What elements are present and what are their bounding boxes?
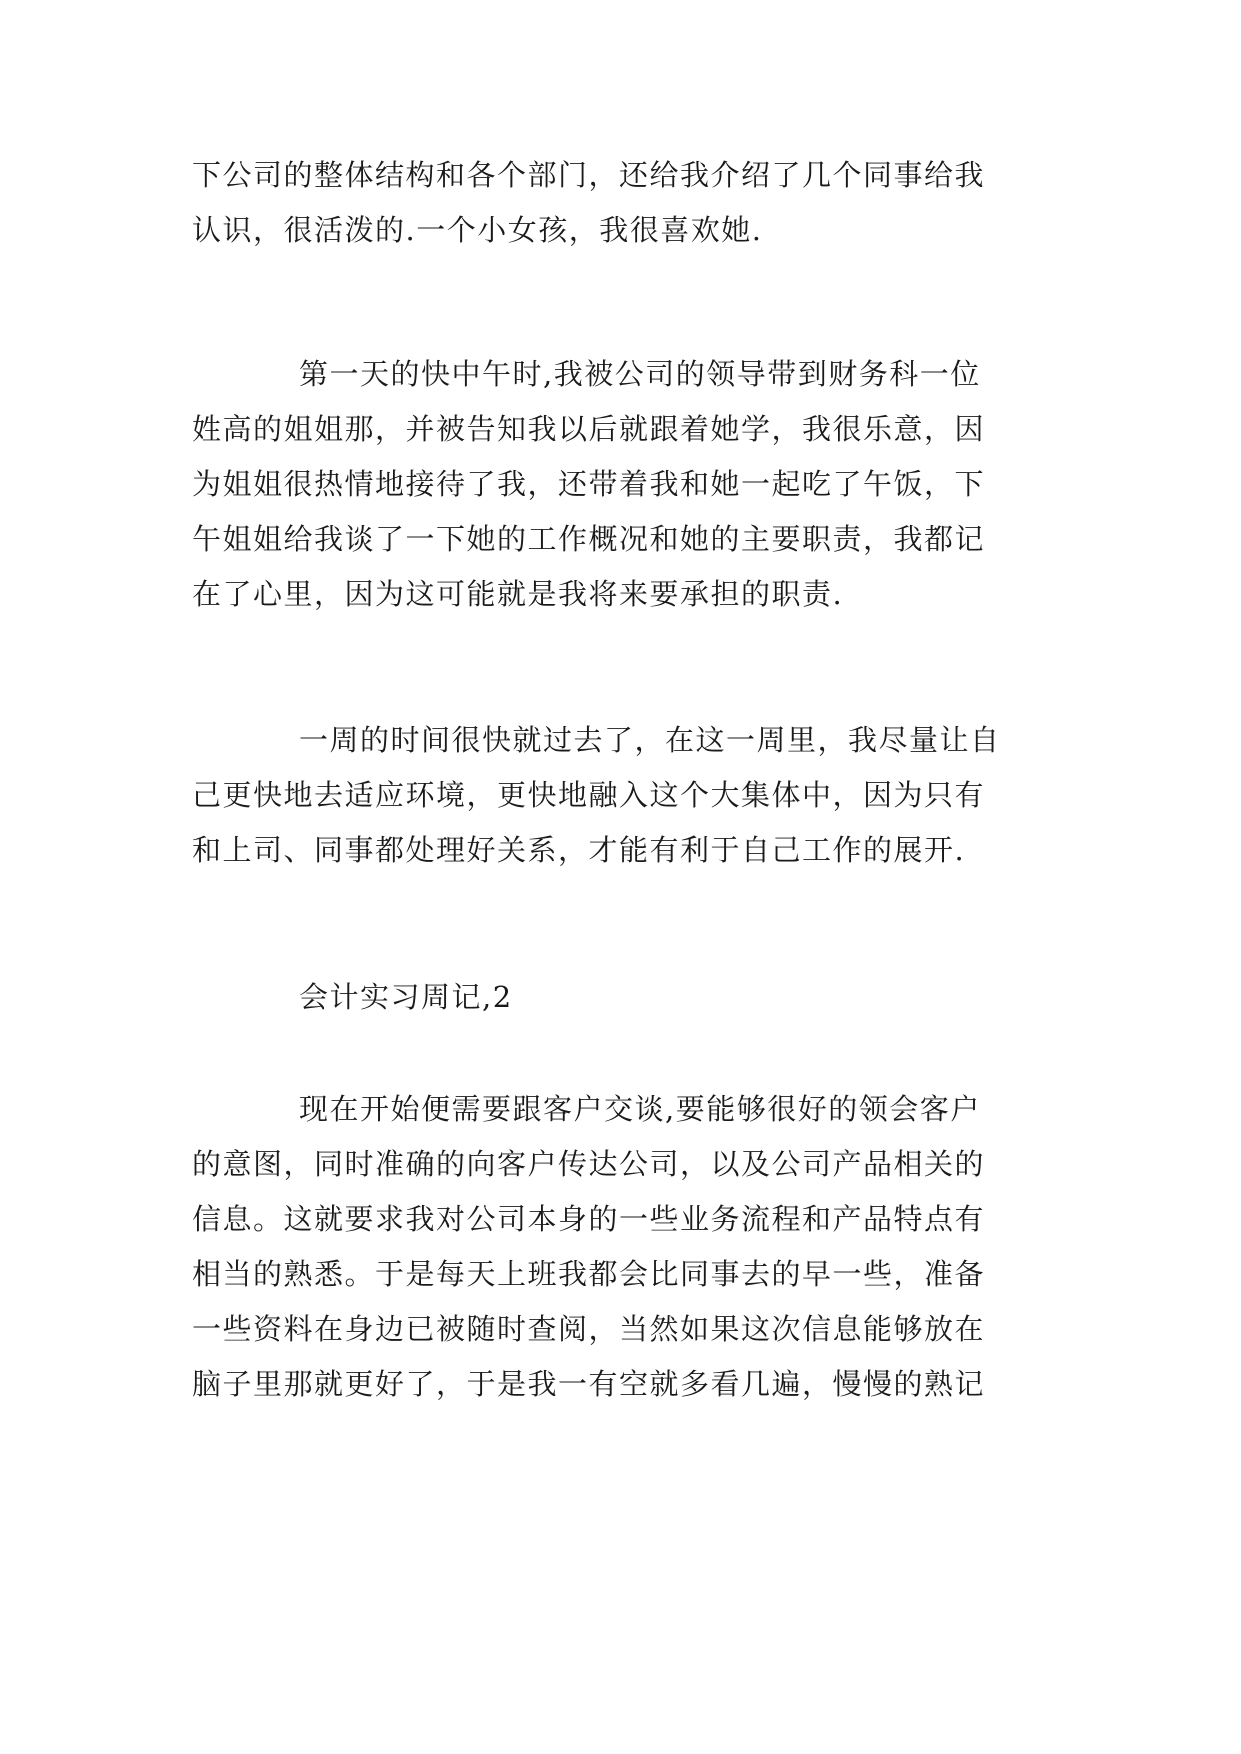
- paragraph-2: [192, 347, 1052, 622]
- text-line: 的意图，同时准确的向客户传达公司，以及公司产品相关的: [192, 1147, 986, 1181]
- text-line: 一些资料在身边已被随时查阅，当然如果这次信息能够放在: [192, 1312, 986, 1346]
- text-line: 下公司的整体结构和各个部门，还给我介绍了几个同事给我: [192, 158, 986, 192]
- text-line: 为姐姐很热情地接待了我，还带着我和她一起吃了午饭，下: [192, 467, 986, 501]
- text-line-indented: 第一天的快中午时,我被公司的领导带到财务科一位: [299, 357, 981, 391]
- text-line: 认识，很活泼的.一个小女孩，我很喜欢她.: [192, 213, 763, 247]
- paragraph-4: [192, 1082, 1052, 1412]
- text-line: 相当的熟悉。于是每天上班我都会比同事去的早一些，准备: [192, 1257, 986, 1291]
- paragraph-1: [192, 148, 1052, 258]
- text-line-indented: 一周的时间很快就过去了，在这一周里，我尽量让自: [299, 723, 1001, 757]
- text-line: 和上司、同事都处理好关系，才能有利于自己工作的展开.: [192, 833, 966, 867]
- text-line: 脑子里那就更好了，于是我一有空就多看几遍，慢慢的熟记: [192, 1367, 986, 1401]
- section-heading: [192, 970, 1052, 1025]
- text-line: 午姐姐给我谈了一下她的工作概况和她的主要职责，我都记: [192, 522, 986, 556]
- text-line: 姓高的姐姐那，并被告知我以后就跟着她学，我很乐意，因: [192, 412, 986, 446]
- heading-line: 会计实习周记,2: [299, 980, 513, 1014]
- paragraph-3: [192, 713, 1052, 878]
- text-line: 在了心里，因为这可能就是我将来要承担的职责.: [192, 577, 844, 611]
- text-line: 己更快地去适应环境，更快地融入这个大集体中，因为只有: [192, 778, 986, 812]
- text-line-indented: 现在开始便需要跟客户交谈,要能够很好的领会客户: [299, 1092, 981, 1126]
- text-line: 信息。这就要求我对公司本身的一些业务流程和产品特点有: [192, 1202, 986, 1236]
